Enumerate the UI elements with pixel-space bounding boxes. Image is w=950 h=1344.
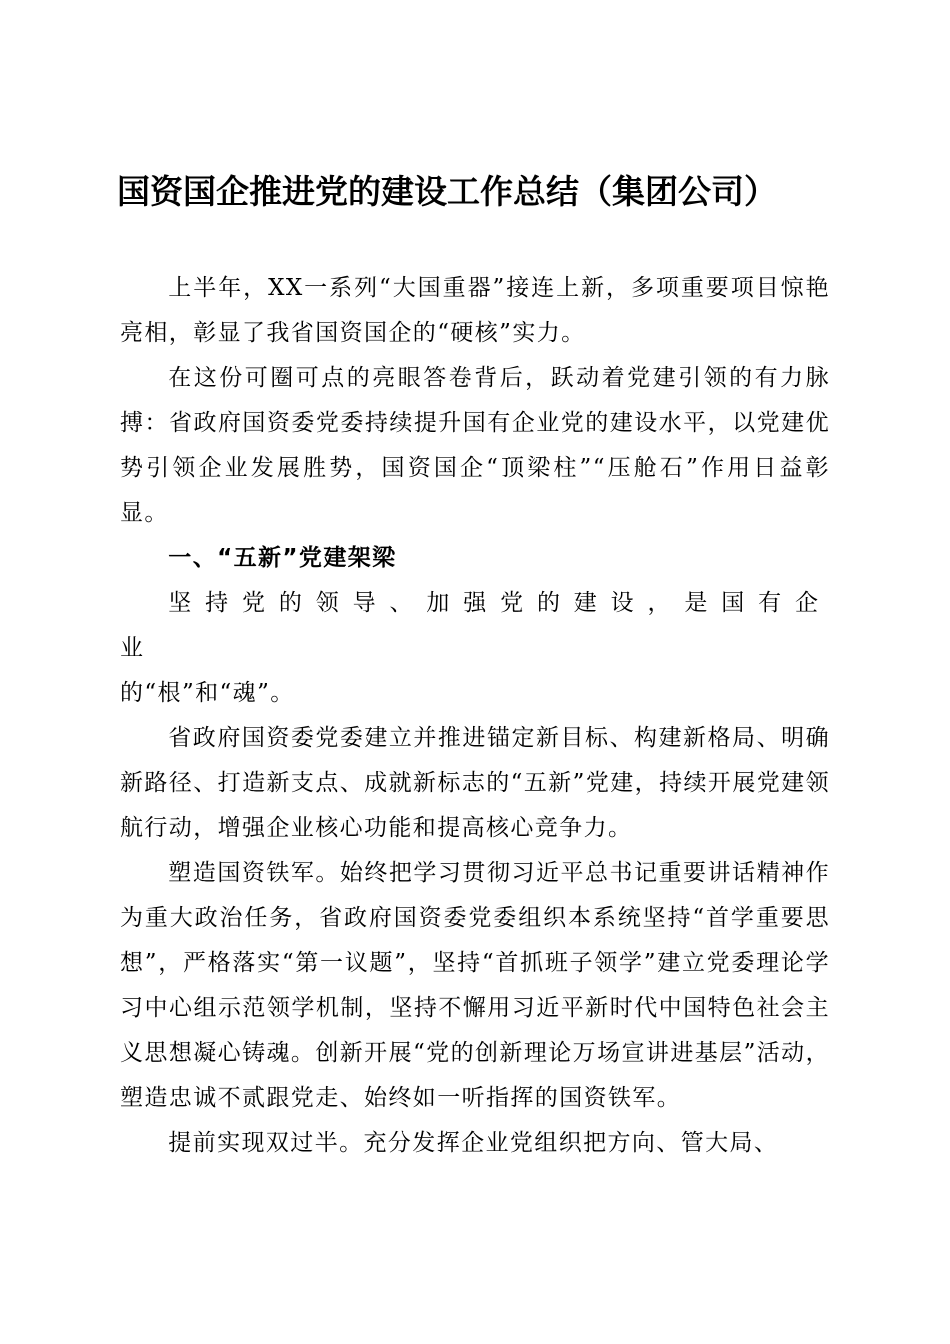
paragraph-double-half: 提前实现双过半。充分发挥企业党组织把方向、管大局、: [168, 1130, 779, 1156]
paragraph-iron-army: 塑造国资铁军。始终把学习贯彻习近平总书记重要讲话精神作为重大政治任务，省政府国资委党委组织本系统坚持“首学重要思想”，严格落实“第一议题”，坚持“首抓班子领学”建立党委理论学习中心组示范领学机制，坚持不懈用习近平新时代中国特色社会主义思想凝心铸魂。创新开展“党的创新理论万场宣讲进基层”活动，塑造忠诚不贰跟党走、始终如一听指挥的国资铁军。: [120, 860, 830, 1111]
paragraph-party-leadership-cont: 的“根”和“魂”。: [120, 680, 295, 706]
paragraph-intro: 上半年，XX一系列“大国重器”接连上新，多项重要项目惊艳亮相，彰显了我省国资国企的“硬核”实力。: [120, 275, 830, 346]
section-heading-1: 一、“五新”党建架梁: [168, 545, 397, 571]
document-title: 国资国企推进党的建设工作总结（集团公司）: [117, 172, 777, 211]
paragraph-party-leadership: 坚持党的领导、加强党的建设，是国有企业: [120, 590, 830, 661]
paragraph-five-new: 省政府国资委党委建立并推进锚定新目标、构建新格局、明确新路径、打造新支点、成就新标志的“五新”党建，持续开展党建领航行动，增强企业核心功能和提高核心竞争力。: [120, 725, 830, 841]
document-page: [117, 170, 830, 1166]
paragraph-background: 在这份可圈可点的亮眼答卷背后，跃动着党建引领的有力脉搏：省政府国资委党委持续提升国有企业党的建设水平，以党建优势引领企业发展胜势，国资国企“顶梁柱”“压舱石”作用日益彰显。: [120, 365, 830, 526]
